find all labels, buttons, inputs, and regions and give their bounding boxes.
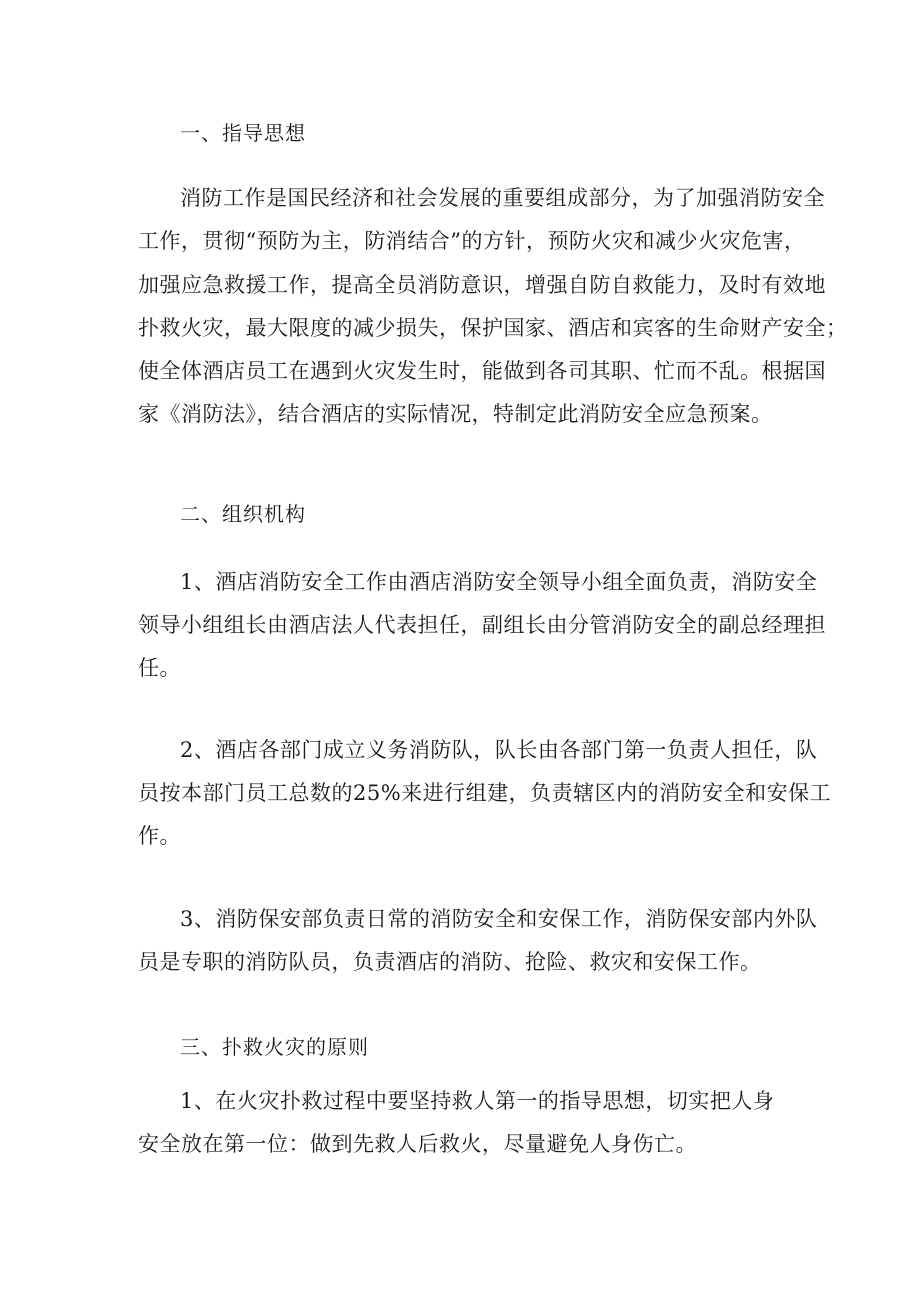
paragraph-line: 扑救火灾，最大限度的减少损失，保护国家、酒店和宾客的生命财产安全； bbox=[138, 316, 848, 340]
paragraph-line: 3、消防保安部负责日常的消防安全和安保工作，消防保安部内外队 bbox=[180, 907, 818, 931]
paragraph-line: 员是专职的消防队员，负责酒店的消防、抢险、救灾和安保工作。 bbox=[138, 950, 762, 974]
paragraph-line: 2、酒店各部门成立义务消防队，队长由各部门第一负责人担任，队 bbox=[180, 738, 818, 762]
paragraph-line: 任。 bbox=[138, 656, 181, 680]
paragraph-line: 使全体酒店员工在遇到火灾发生时，能做到各司其职、忙而不乱。根据国 bbox=[138, 359, 826, 383]
paragraph-line: 1、酒店消防安全工作由酒店消防安全领导小组全面负责，消防安全 bbox=[180, 570, 818, 594]
paragraph-line: 工作，贯彻“预防为主，防消结合”的方针，预防火灾和减少火灾危害， bbox=[138, 229, 806, 253]
section-heading-firefighting-principles: 三、扑救火灾的原则 bbox=[180, 1035, 369, 1059]
paragraph-line: 作。 bbox=[138, 824, 181, 848]
paragraph-line: 家《消防法》，结合酒店的实际情况，特制定此消防安全应急预案。 bbox=[138, 402, 773, 426]
paragraph-line: 领导小组组长由酒店法人代表担任，副组长由分管消防安全的副总经理担 bbox=[138, 613, 826, 637]
section-heading-organization: 二、组织机构 bbox=[180, 502, 306, 526]
paragraph-line: 加强应急救援工作，提高全员消防意识，增强自防自救能力，及时有效地 bbox=[138, 273, 826, 297]
paragraph-line: 消防工作是国民经济和社会发展的重要组成部分，为了加强消防安全 bbox=[180, 186, 825, 210]
paragraph-line: 员按本部门员工总数的25%来进行组建，负责辖区内的消防安全和安保工 bbox=[138, 781, 832, 805]
section-heading-guiding-ideology: 一、指导思想 bbox=[180, 121, 306, 145]
paragraph-line: 1、在火灾扑救过程中要坚持救人第一的指导思想，切实把人身 bbox=[180, 1089, 775, 1113]
paragraph-line: 安全放在第一位：做到先救人后救火，尽量避免人身伤亡。 bbox=[138, 1132, 697, 1156]
